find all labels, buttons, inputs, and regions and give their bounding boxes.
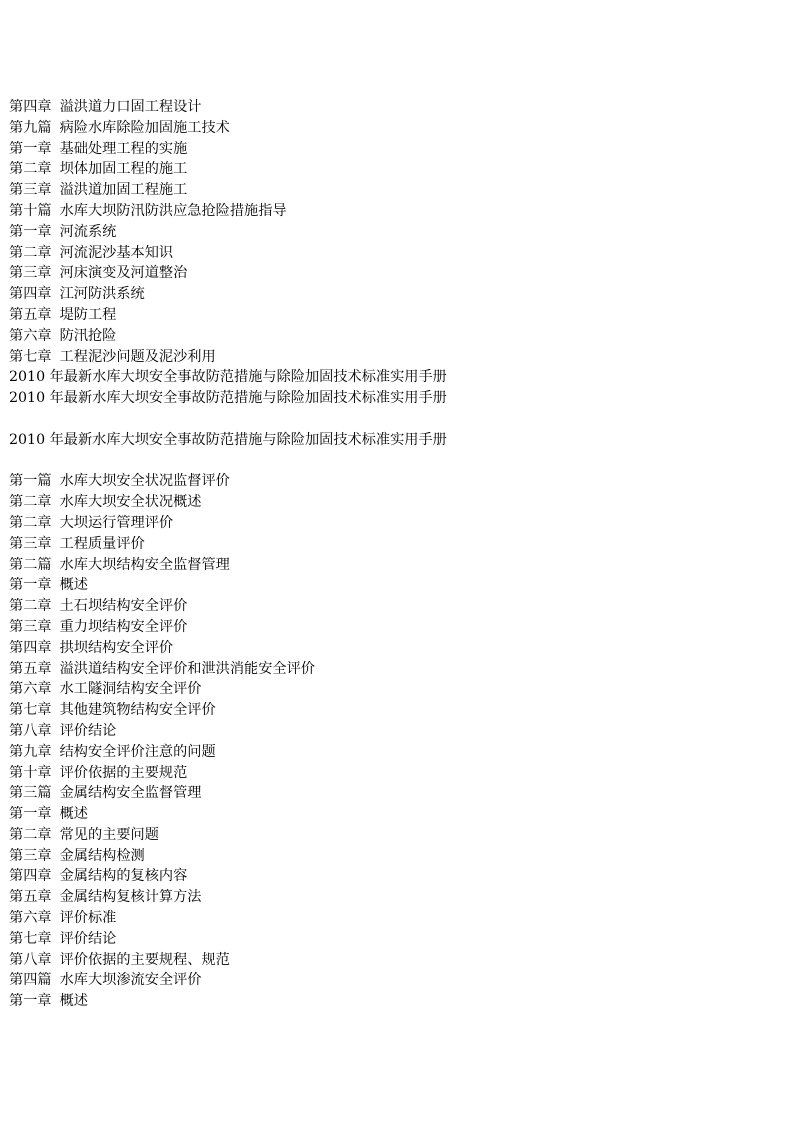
toc-entry-number: 第一章 [9, 140, 52, 157]
toc-entry [9, 159, 789, 180]
toc-entry-title: 评价依据的主要规程、规范 [59, 951, 230, 968]
toc-entry-number: 第六章 [9, 327, 52, 344]
toc-entry-title: 拱坝结构安全评价 [59, 639, 174, 656]
toc-entry-number: 第十篇 [9, 202, 52, 219]
toc-entry-title: 概述 [59, 993, 88, 1010]
toc-entry-title: 评价结论 [59, 722, 117, 739]
toc-entry-title: 防汛抢险 [59, 327, 117, 344]
toc-entry [9, 513, 789, 534]
toc-entry-title: 江河防洪系统 [59, 286, 145, 303]
toc-entry [9, 929, 789, 950]
toc-entry-number: 第一章 [9, 806, 52, 823]
toc-entry-number: 第六章 [9, 681, 52, 698]
toc-entry-title: 工程泥沙问题及泥沙利用 [59, 348, 216, 365]
toc-entry [9, 201, 789, 222]
toc-block-1 [9, 97, 789, 367]
toc-entry-title: 概述 [59, 806, 88, 823]
toc-entry-number: 第七章 [9, 702, 52, 719]
blank-line [9, 451, 789, 472]
toc-entry [9, 326, 789, 347]
toc-entry [9, 991, 789, 1012]
toc-entry-number: 第四章 [9, 99, 52, 115]
toc-entry-number: 第五章 [9, 889, 52, 906]
toc-entry-title: 金属结构安全监督管理 [59, 785, 202, 802]
toc-entry [9, 305, 789, 326]
book-title-line: 2010 年最新水库大坝安全事故防范措施与除险加固技术标准实用手册 [9, 390, 447, 407]
toc-entry-number: 第二篇 [9, 556, 52, 573]
toc-entry [9, 638, 789, 659]
toc-entry-title: 溢洪道结构安全评价和泄洪消能安全评价 [59, 660, 315, 677]
toc-entry [9, 139, 789, 160]
toc-entry [9, 908, 789, 929]
toc-entry-title: 水库大坝结构安全监督管理 [59, 556, 230, 573]
toc-entry [9, 555, 789, 576]
toc-entry-title: 河流系统 [59, 223, 117, 240]
toc-entry [9, 284, 789, 305]
toc-entry-number: 第六章 [9, 910, 52, 927]
toc-entry-number: 第三章 [9, 847, 52, 864]
toc-entry [9, 700, 789, 721]
toc-entry-title: 概述 [59, 577, 88, 594]
toc-entry [9, 970, 789, 991]
toc-entry [9, 492, 789, 513]
toc-entry [9, 534, 789, 555]
toc-entry [9, 596, 789, 617]
toc-entry-number: 第三章 [9, 618, 52, 635]
toc-entry-title: 金属结构检测 [59, 847, 145, 864]
toc-entry-number: 第七章 [9, 930, 52, 947]
toc-entry-title: 大坝运行管理评价 [59, 514, 174, 531]
toc-entry-title: 评价结论 [59, 930, 117, 947]
toc-entry [9, 471, 789, 492]
toc-entry-title: 水库大坝安全状况概述 [59, 494, 202, 511]
toc-entry [9, 887, 789, 908]
toc-entry [9, 575, 789, 596]
toc-entry-number: 第五章 [9, 306, 52, 323]
toc-entry [9, 825, 789, 846]
toc-entry-title: 坝体加固工程的施工 [59, 161, 188, 178]
toc-entry-number: 第三章 [9, 265, 52, 282]
toc-entry [9, 679, 789, 700]
toc-entry-title: 溢洪道加固工程施工 [59, 182, 188, 199]
toc-entry [9, 118, 789, 139]
toc-entry-title: 金属结构复核计算方法 [59, 889, 202, 906]
toc-entry-title: 土石坝结构安全评价 [59, 598, 188, 615]
toc-entry-title: 病险水库除险加固施工技术 [59, 119, 230, 136]
toc-entry-number: 第三章 [9, 535, 52, 552]
toc-entry-title: 工程质量评价 [59, 535, 145, 552]
toc-entry-title: 评价依据的主要规范 [59, 764, 188, 781]
toc-entry-number: 第四章 [9, 639, 52, 656]
toc-entry [9, 866, 789, 887]
toc-entry [9, 617, 789, 638]
toc-entry-number: 第二章 [9, 514, 52, 531]
toc-entry-title: 河床演变及河道整治 [59, 265, 188, 282]
toc-entry-number: 第四章 [9, 868, 52, 885]
book-title-line: 2010 年最新水库大坝安全事故防范措施与除险加固技术标准实用手册 [9, 369, 447, 386]
toc-entry [9, 763, 789, 784]
toc-block-2 [9, 471, 789, 1012]
toc-entry-number: 第五章 [9, 660, 52, 677]
toc-entry-number: 第七章 [9, 348, 52, 365]
toc-entry [9, 804, 789, 825]
toc-entry-number: 第三章 [9, 182, 52, 199]
toc-entry-number: 第四章 [9, 286, 52, 303]
toc-entry-number: 第二章 [9, 244, 52, 261]
toc-entry-number: 第八章 [9, 722, 52, 739]
toc-entry-number: 第十章 [9, 764, 52, 781]
book-title-line: 2010 年最新水库大坝安全事故防范措施与除险加固技术标准实用手册 [9, 431, 447, 448]
toc-entry [9, 721, 789, 742]
toc-entry-title: 堤防工程 [59, 306, 117, 323]
toc-entry-title: 溢洪道力口固工程设计 [59, 99, 202, 115]
toc-entry [9, 222, 789, 243]
toc-entry [9, 846, 789, 867]
blank-line [9, 409, 789, 430]
toc-entry-number: 第一章 [9, 993, 52, 1010]
toc-entry [9, 243, 789, 264]
toc-entry-title: 评价标准 [59, 910, 117, 927]
toc-entry-number: 第一篇 [9, 473, 52, 490]
toc-entry-number: 第二章 [9, 598, 52, 615]
toc-entry-number: 第二章 [9, 161, 52, 178]
toc-entry [9, 783, 789, 804]
toc-entry-title: 基础处理工程的实施 [59, 140, 188, 157]
toc-entry [9, 263, 789, 284]
toc-entry-number: 第九篇 [9, 119, 52, 136]
toc-entry-title: 河流泥沙基本知识 [59, 244, 174, 261]
toc-entry-number: 第一章 [9, 223, 52, 240]
toc-entry-number: 第一章 [9, 577, 52, 594]
toc-entry [9, 97, 789, 118]
toc-entry [9, 742, 789, 763]
toc-entry [9, 659, 789, 680]
toc-entry-number: 第四篇 [9, 972, 52, 989]
toc-entry-title: 水库大坝渗流安全评价 [59, 972, 202, 989]
toc-entry-number: 第二章 [9, 826, 52, 843]
toc-entry-number: 第三篇 [9, 785, 52, 802]
toc-entry-title: 常见的主要问题 [59, 826, 159, 843]
toc-entry-number: 第八章 [9, 951, 52, 968]
toc-entry-number: 第九章 [9, 743, 52, 760]
toc-entry-title: 水工隧洞结构安全评价 [59, 681, 202, 698]
toc-entry-number: 第二章 [9, 494, 52, 511]
toc-entry-title: 其他建筑物结构安全评价 [59, 702, 216, 719]
toc-entry-title: 重力坝结构安全评价 [59, 618, 188, 635]
toc-entry-title: 金属结构的复核内容 [59, 868, 188, 885]
toc-entry [9, 180, 789, 201]
document-page [9, 97, 789, 1012]
toc-entry [9, 950, 789, 971]
toc-entry [9, 347, 789, 368]
toc-entry-title: 结构安全评价注意的问题 [59, 743, 216, 760]
toc-entry-title: 水库大坝防汛防洪应急抢险措施指导 [59, 202, 287, 219]
toc-entry-title: 水库大坝安全状况监督评价 [59, 473, 230, 490]
